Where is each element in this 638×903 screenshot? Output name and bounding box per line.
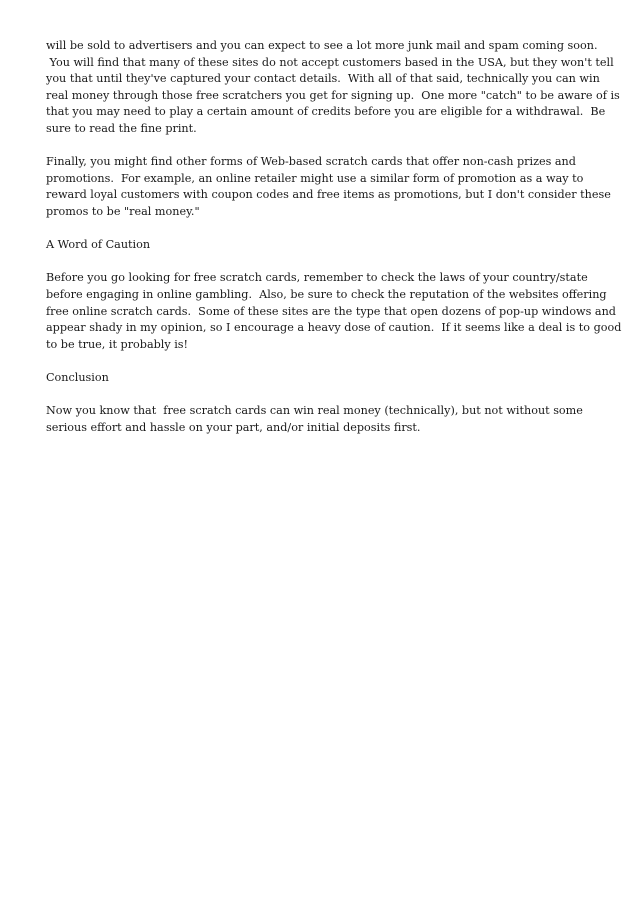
text-line: appear shady in my opinion, so I encourage a heavy dose of caution. If it seems like a deal is to good (46, 321, 622, 335)
text-line: Finally, you might find other forms of Web-based scratch cards that offer non-cash prizes and (46, 155, 576, 169)
text-line: Before you go looking for free scratch cards, remember to check the laws of your country/state (46, 271, 588, 285)
text-line: Now you know that free scratch cards can win real money (technically), but not without some (46, 404, 583, 418)
heading-text: A Word of Caution (46, 238, 151, 252)
paragraph-fine-print (46, 38, 620, 138)
text-line: promotions. For example, an online retailer might use a similar form of promotion as a way to (46, 171, 584, 185)
heading-word-of-caution (46, 237, 598, 254)
text-line: before engaging in online gambling. Also, be sure to check the reputation of the websites offering (46, 287, 607, 301)
text-line: you that until they've captured your contact details. With all of that said, technically you can win (46, 72, 600, 86)
heading-conclusion (46, 370, 598, 387)
text-line: You will find that many of these sites do not accept customers based in the USA, but they won't tell (46, 55, 614, 69)
text-line: serious effort and hassle on your part, and/or initial deposits first. (46, 420, 421, 434)
paragraph-non-cash-prizes (46, 154, 611, 220)
text-line: free online scratch cards. Some of these sites are the type that open dozens of pop-up windows and (46, 304, 616, 318)
text-line: reward loyal customers with coupon codes and free items as promotions, but I don't consider these (46, 188, 611, 202)
text-line: that you may need to play a certain amount of credits before you are eligible for a withdrawal. Be (46, 105, 606, 119)
document-page (46, 38, 622, 453)
text-line: will be sold to advertisers and you can expect to see a lot more junk mail and spam coming soon. (46, 39, 598, 52)
text-line: promos to be "real money." (46, 204, 200, 218)
text-line: to be true, it probably is! (46, 337, 189, 351)
heading-text: Conclusion (46, 370, 109, 384)
text-line: sure to read the fine print. (46, 121, 197, 135)
text-line: real money through those free scratchers you get for signing up. One more "catch" to be aware of is (46, 88, 620, 102)
paragraph-caution (46, 270, 622, 353)
paragraph-conclusion (46, 403, 598, 436)
